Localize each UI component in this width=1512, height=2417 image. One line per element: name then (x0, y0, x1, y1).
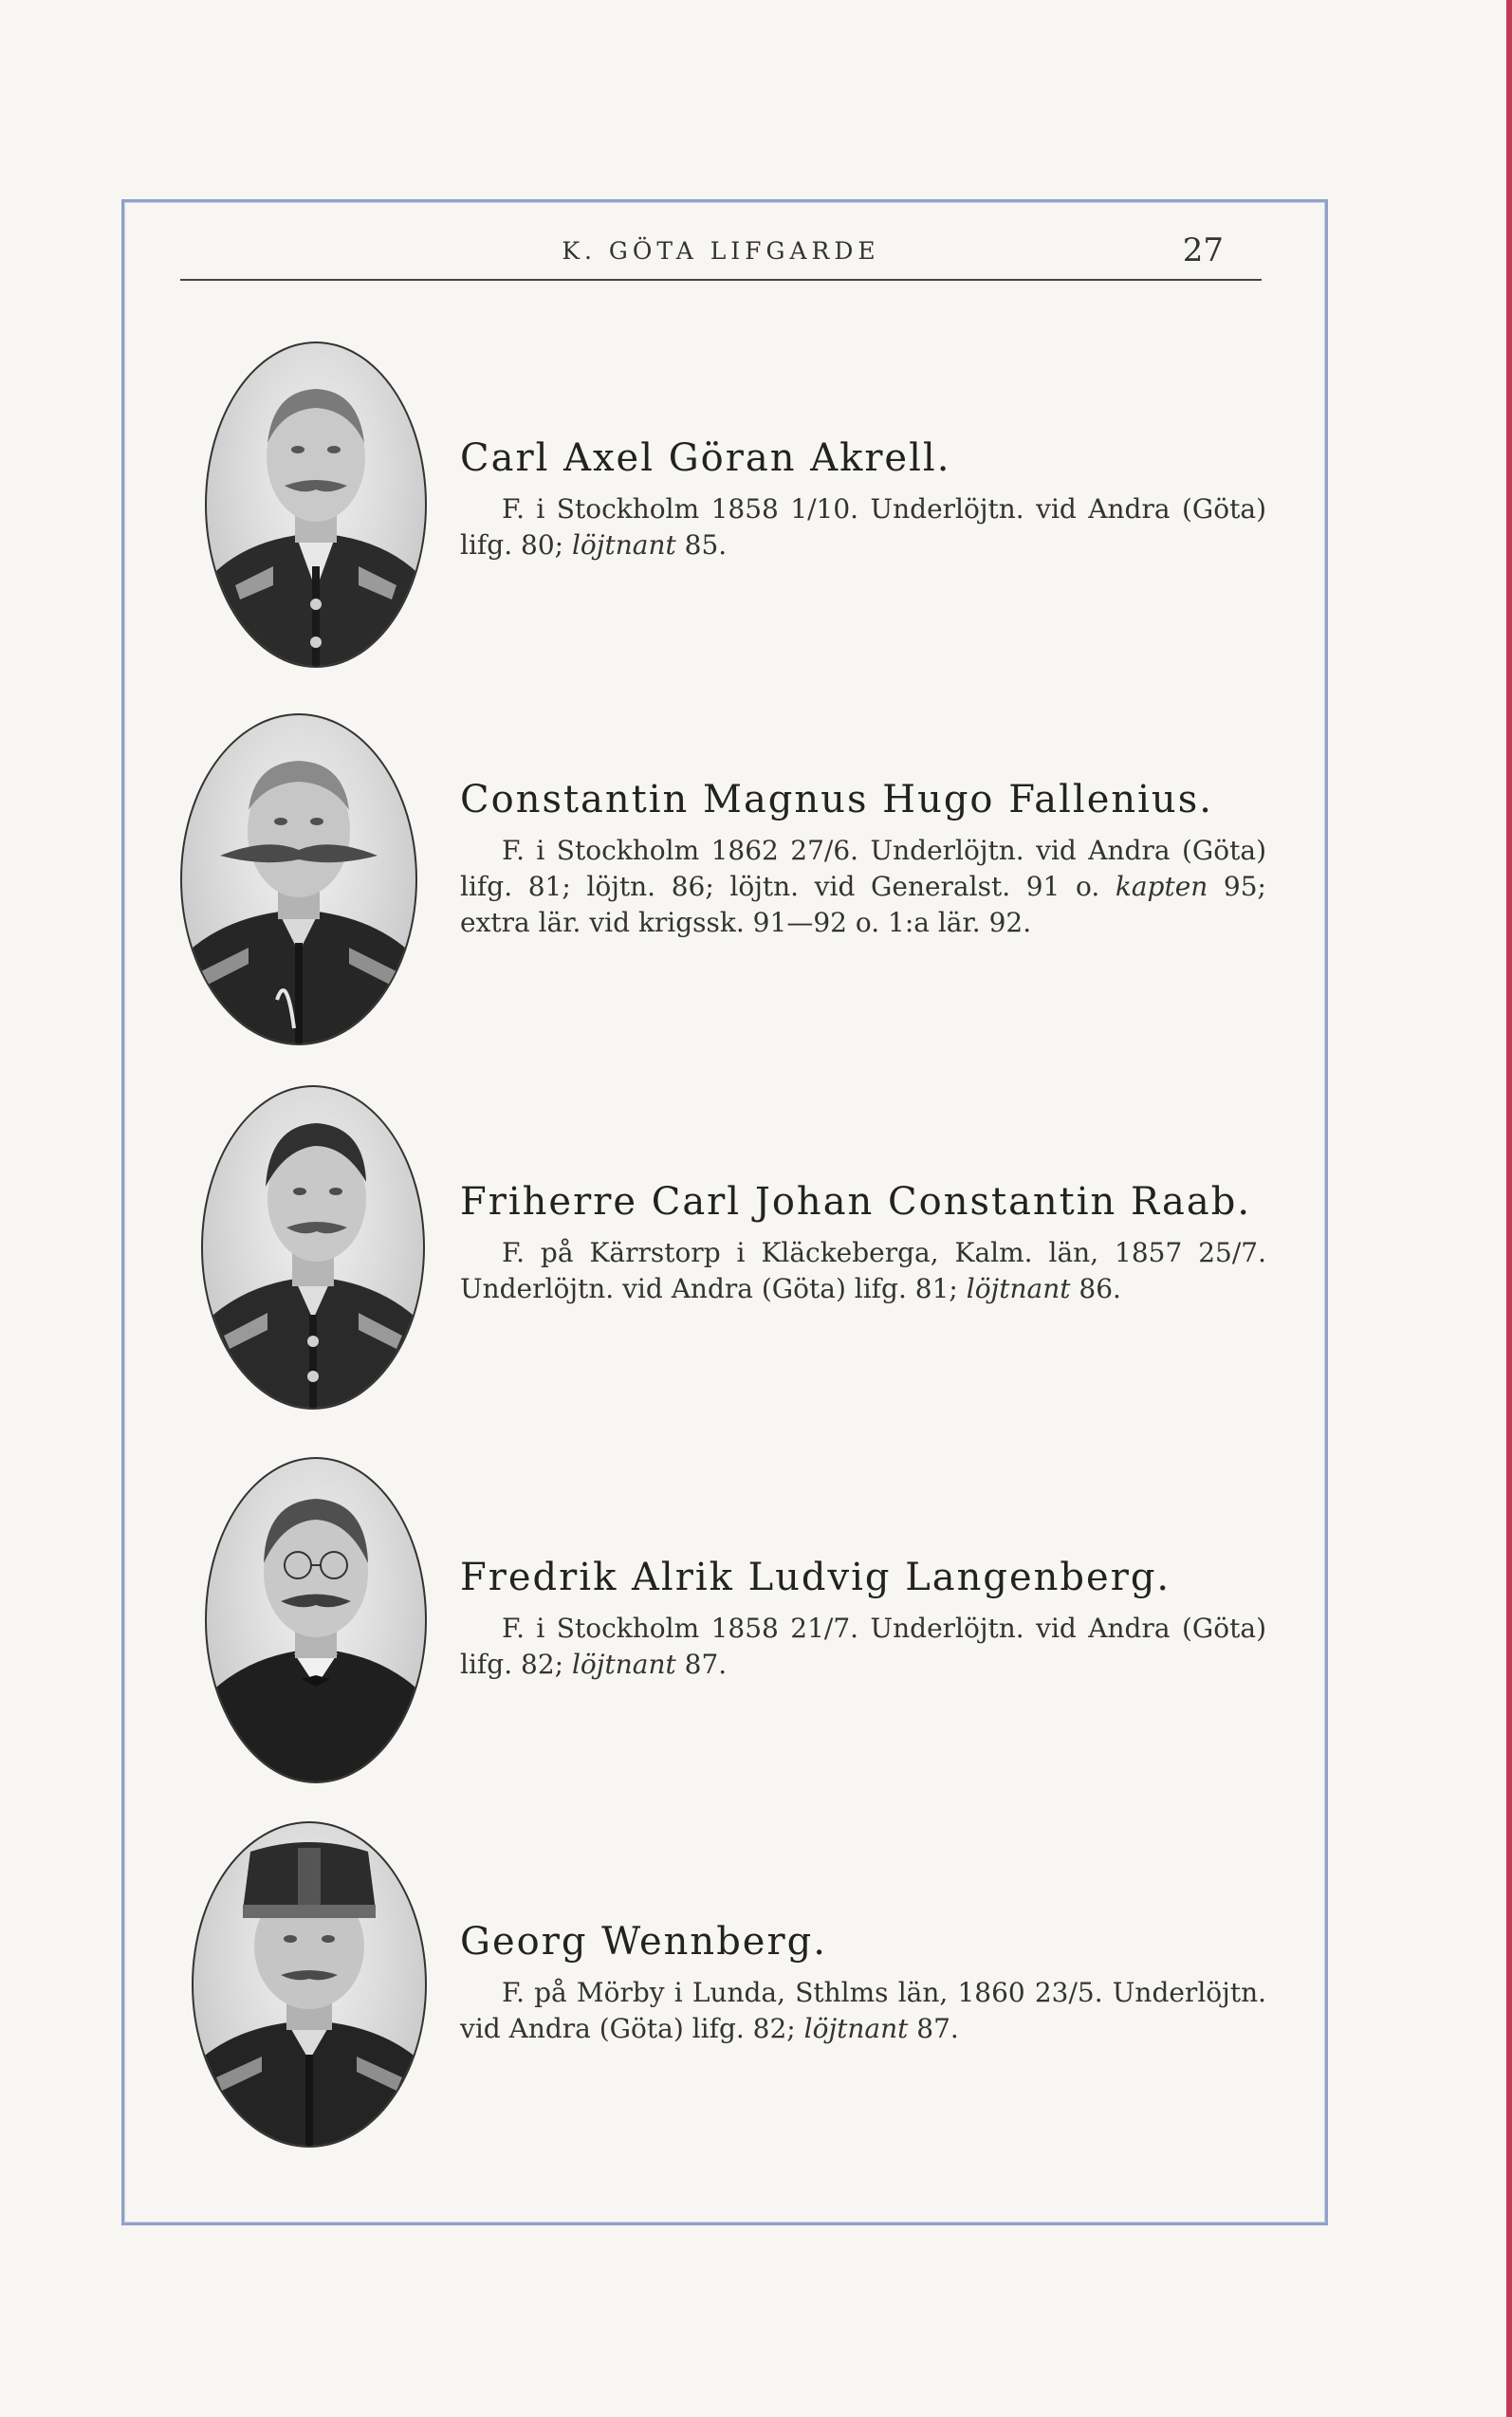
officer-name: Carl Axel Göran Akrell. (460, 436, 951, 480)
officer-entry (180, 1821, 1281, 2144)
officer-name: Georg Wennberg. (460, 1920, 827, 1964)
page-edge (1506, 0, 1512, 2417)
bio-text-end: 86. (1070, 1273, 1121, 1304)
officer-entry (180, 1085, 1281, 1408)
portrait-photo (205, 1457, 427, 1783)
rank-text: löjtnant (571, 529, 676, 561)
officer-name: Constantin Magnus Hugo Fallenius. (460, 778, 1213, 821)
officer-biography (460, 1235, 1266, 1307)
entry-text (460, 436, 1266, 563)
officer-biography (460, 1975, 1266, 2047)
bio-text-end: 95; extra lär. vid krigssk. 91—92 o. 1:a lär. 92. (460, 871, 1266, 938)
bio-text: F. i Stockholm 1858 21/7. Underlöjtn. vid Andra (Göta) lifg. 82; (460, 1613, 1266, 1680)
officer-entry (180, 1457, 1281, 1780)
rank-text: löjtnant (571, 1649, 676, 1680)
bio-text: F. på Mörby i Lunda, Sthlms län, 1860 23/5. Underlöjtn. vid Andra (Göta) lifg. 82; (460, 1977, 1266, 2044)
officer-name: Friherre Carl Johan Constantin Raab. (460, 1180, 1252, 1224)
running-title: K. GÖTA LIFGARDE (562, 237, 880, 265)
officer-biography (460, 491, 1266, 563)
officer-biography (460, 1611, 1266, 1683)
header-rule (180, 279, 1262, 281)
portrait-photo (192, 1821, 427, 2148)
bio-text-end: 87. (675, 1649, 728, 1680)
entry-text (460, 1180, 1266, 1307)
page-header (180, 231, 1262, 281)
rank-text: löjtnant (803, 2013, 909, 2044)
entry-text (460, 1920, 1266, 2047)
bio-text-end: 85. (675, 529, 728, 561)
rank-text: kapten (1115, 871, 1208, 902)
page-number: 27 (1182, 231, 1224, 269)
bio-text-end: 87. (908, 2013, 959, 2044)
officer-entry (180, 341, 1281, 664)
portrait-photo (180, 713, 417, 1045)
officer-entry (180, 713, 1281, 1036)
officer-name: Fredrik Alrik Ludvig Langenberg. (460, 1556, 1171, 1599)
bio-text: F. i Stockholm 1858 1/10. Underlöjtn. vid Andra (Göta) lifg. 80; (460, 493, 1266, 561)
entry-text (460, 1556, 1266, 1683)
portrait-photo (205, 341, 427, 668)
rank-text: löjtnant (966, 1273, 1071, 1304)
portrait-photo (201, 1085, 425, 1410)
bio-text: F. i Stockholm 1862 27/6. Underlöjtn. vid Andra (Göta) lifg. 81; löjtn. 86; löjtn. vid Generalst. 91 o. (460, 835, 1266, 902)
officer-biography (460, 833, 1266, 941)
entry-text (460, 778, 1266, 941)
bio-text: F. på Kärrstorp i Kläckeberga, Kalm. län, 1857 25/7. Underlöjtn. vid Andra (Göta) lifg. 81; (460, 1237, 1266, 1304)
